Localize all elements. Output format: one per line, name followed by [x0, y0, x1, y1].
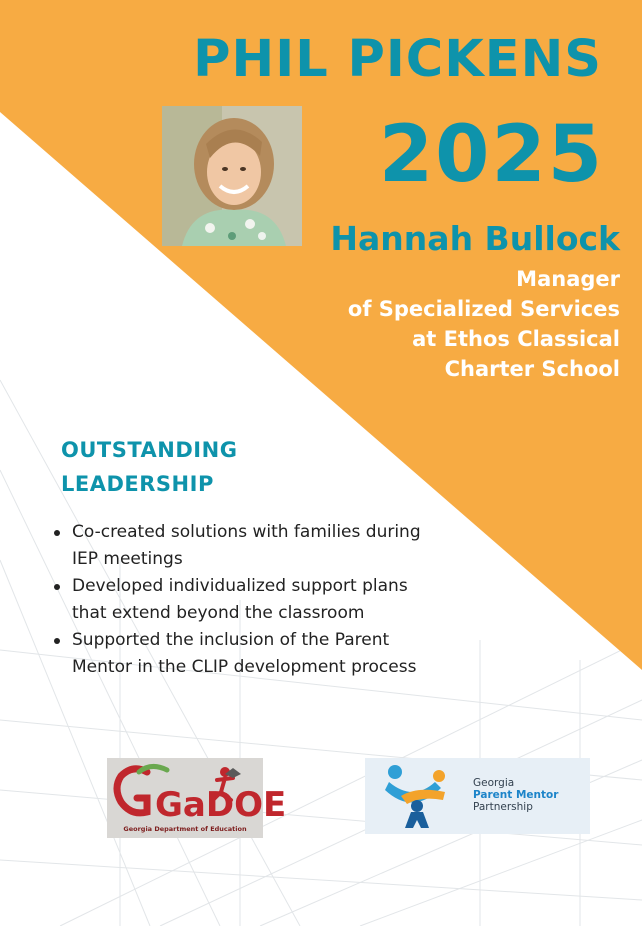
honoree-name: Hannah Bullock [330, 219, 620, 258]
parent-mentor-wordmark [473, 777, 558, 813]
list-item-line: that extend beyond the classroom [72, 603, 365, 623]
list-item-line: Developed individualized support plans [72, 576, 408, 596]
accomplishments-list [50, 519, 480, 681]
honoree-photo [162, 106, 302, 246]
list-item-line: Co-created solutions with families during [72, 522, 421, 542]
list-item [50, 519, 480, 573]
role-line: of Specialized Services [347, 297, 620, 321]
role-line: at Ethos Classical [412, 327, 620, 351]
parent-mentor-logo [365, 758, 590, 834]
bullet-icon [54, 530, 60, 536]
honoree-role [348, 264, 620, 384]
list-item-line: Mentor in the CLIP development process [72, 657, 417, 677]
section-heading-line: OUTSTANDING [61, 438, 238, 462]
gpmp-line-parent-mentor: Parent Mentor [473, 789, 559, 801]
role-line: Charter School [444, 357, 620, 381]
gpmp-line-georgia: Georgia [473, 777, 515, 789]
role-line: Manager [516, 267, 620, 291]
award-year: 2025 [378, 110, 604, 200]
section-heading [61, 433, 237, 501]
bullet-icon [54, 584, 60, 590]
list-item-line: IEP meetings [72, 549, 183, 569]
gadoe-caption: Georgia Department of Education [123, 825, 247, 833]
list-item [50, 573, 480, 627]
list-item-line: Supported the inclusion of the Parent [72, 630, 390, 650]
gpmp-line-partnership: Partnership [473, 801, 533, 813]
section-heading-line: LEADERSHIP [61, 472, 214, 496]
award-title: PHIL PICKENS [193, 30, 602, 89]
gadoe-logo [107, 758, 287, 838]
list-item [50, 627, 480, 681]
portrait-image [162, 106, 302, 246]
gadoe-wordmark: GaDOE [155, 785, 287, 825]
mentor-figures-icon [383, 762, 453, 830]
bullet-icon [54, 638, 60, 644]
